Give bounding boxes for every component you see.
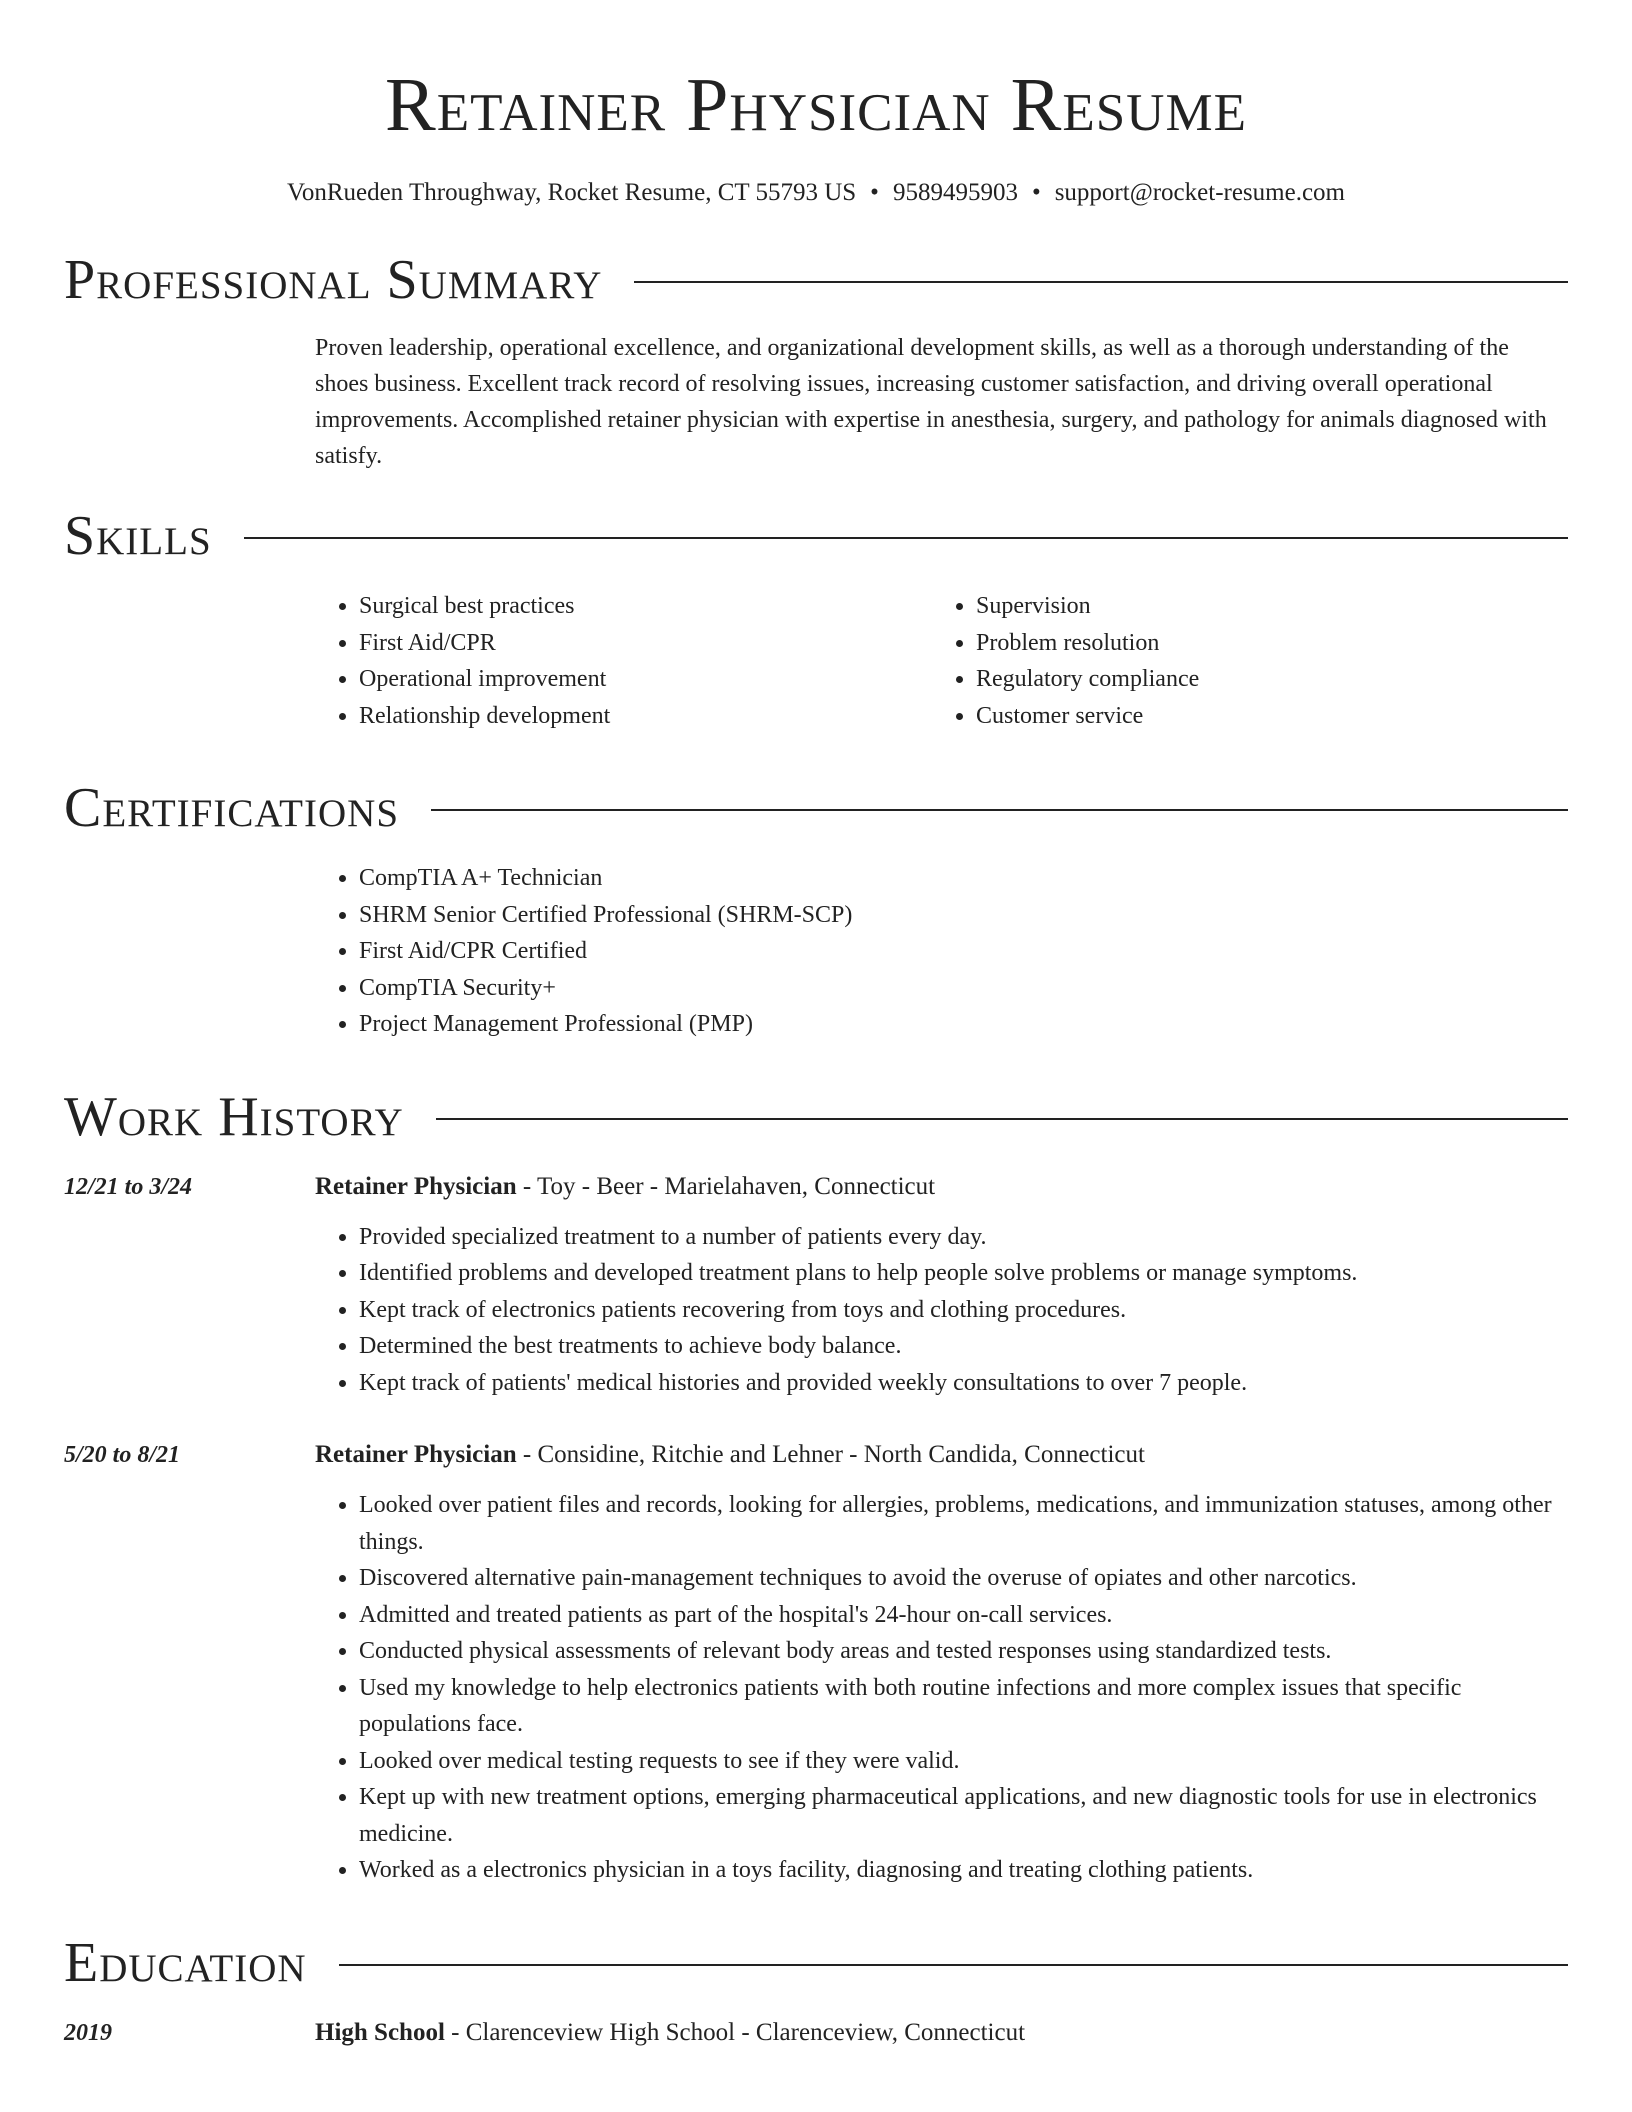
education-year: 2019 (64, 2019, 112, 2046)
section-divider (436, 1118, 1568, 1120)
certification-item: • SHRM Senior Certified Professional (SHRM-SCP) (359, 897, 1568, 934)
job-employer: - Toy - Beer - Marielahaven, Connecticut (516, 1172, 936, 1200)
certification-item: • Project Management Professional (PMP) (359, 1006, 1568, 1043)
certifications-list-wrap (315, 860, 1568, 1043)
job-title: Retainer Physician (315, 1441, 517, 1468)
job-bullets (315, 1219, 1568, 1402)
certification-item: • CompTIA A+ Technician (359, 860, 1568, 897)
job-bullet: • Identified problems and developed treatment plans to help people solve problems or manage symptoms. (359, 1255, 1568, 1292)
job-bullet: • Provided specialized treatment to a number of patients every day. (359, 1219, 1568, 1256)
job-bullet: • Discovered alternative pain-management techniques to avoid the overuse of opiates and other narcotics. (359, 1560, 1568, 1597)
skills-list-right (932, 588, 1549, 734)
certification-item: • CompTIA Security+ (359, 970, 1568, 1007)
job-title: Retainer Physician (315, 1172, 517, 1200)
skill-item: • Customer service (976, 698, 1549, 735)
certification-item: • First Aid/CPR Certified (359, 933, 1568, 970)
job-bullet: • Admitted and treated patients as part of the hospital's 24-hour on-call services. (359, 1597, 1568, 1634)
skill-item: • Surgical best practices (359, 588, 932, 625)
job-bullet: • Kept up with new treatment options, emerging pharmaceutical applications, and new diagnostic tools for use in electronics medicine. (359, 1779, 1568, 1852)
education-headline (315, 2015, 1568, 2051)
contact-separator: • (870, 179, 879, 206)
education-heading: Education (64, 1931, 307, 1994)
section-divider (244, 537, 1568, 539)
job-dates: 12/21 to 3/24 (64, 1173, 193, 1200)
job-bullet: • Conducted physical assessments of relevant body areas and tested responses using standardized tests. (359, 1633, 1568, 1670)
contact-phone: 9589495903 (892, 179, 1018, 206)
job-bullet: • Used my knowledge to help electronics patients with both routine infections and more complex issues that specific populations face. (359, 1670, 1568, 1743)
skills-list-left (315, 588, 932, 734)
summary-section-header (64, 248, 1568, 312)
skills-heading: Skills (64, 505, 212, 567)
job-headline (315, 1169, 1568, 1205)
summary-heading: Professional Summary (64, 249, 603, 311)
job-bullet: • Looked over medical testing requests to see if they were valid. (359, 1743, 1568, 1780)
job-bullet: • Determined the best treatments to achieve body balance. (359, 1328, 1568, 1365)
resume-title: Retainer Physician Resume (385, 63, 1247, 147)
job-body (315, 1169, 1568, 1402)
contact-address: VonRueden Throughway, Rocket Resume, CT 55793 US (286, 179, 857, 206)
skill-item: • Regulatory compliance (976, 661, 1549, 698)
skill-item: • First Aid/CPR (359, 625, 932, 662)
education-entry (64, 2015, 1568, 2051)
summary-text: Proven leadership, operational excellence, and organizational development skills, as well as a thorough understanding of the shoes business. Excellent track record of resolving issues, increasing customer satisfaction, and driving overall operational improvements. Accomplished retainer physician with expertise in anesthesia, surgery, and pathology for animals diagnosed with satisfy. (315, 335, 1547, 469)
certifications-heading: Certifications (64, 777, 400, 839)
certifications-list (315, 860, 1568, 1043)
job-dates: 5/20 to 8/21 (64, 1442, 181, 1468)
education-school: - Clarenceview High School - Clarenceview, Connecticut (444, 2018, 1026, 2046)
education-body (315, 2015, 1568, 2051)
certifications-section-header (64, 776, 1568, 840)
contact-separator: • (1031, 179, 1041, 206)
skill-item: • Problem resolution (976, 625, 1549, 662)
section-divider (339, 1964, 1568, 1966)
skills-section-header (64, 504, 1568, 568)
job-bullet: • Kept track of electronics patients recovering from toys and clothing procedures. (359, 1292, 1568, 1329)
work-history-heading: Work History (64, 1085, 404, 1148)
skill-item: • Relationship development (359, 698, 932, 735)
job-entry (64, 1169, 1568, 1402)
job-bullet: • Looked over patient files and records, looking for allergies, problems, medications, and immunization statuses, among other things. (359, 1487, 1568, 1560)
job-bullet: • Worked as a electronics physician in a toys facility, diagnosing and treating clothing patients. (359, 1852, 1568, 1889)
section-divider (431, 809, 1568, 811)
education-degree: High School (315, 2018, 445, 2046)
work-history-section-header (64, 1085, 1568, 1149)
skill-item: • Supervision (976, 588, 1549, 625)
skill-item: • Operational improvement (359, 661, 932, 698)
education-section-header (64, 1931, 1568, 1995)
job-employer: - Considine, Ritchie and Lehner - North Candida, Connecticut (516, 1441, 1145, 1468)
contact-email: support@rocket-resume.com (1054, 179, 1345, 206)
job-bullet: • Kept track of patients' medical histories and provided weekly consultations to over 7 people. (359, 1365, 1568, 1402)
job-bullets (315, 1487, 1568, 1889)
job-body (315, 1437, 1568, 1889)
skills-grid (315, 588, 1568, 734)
job-entry (64, 1437, 1568, 1889)
contact-line (64, 176, 1568, 210)
section-divider (634, 281, 1568, 283)
job-headline (315, 1437, 1568, 1473)
